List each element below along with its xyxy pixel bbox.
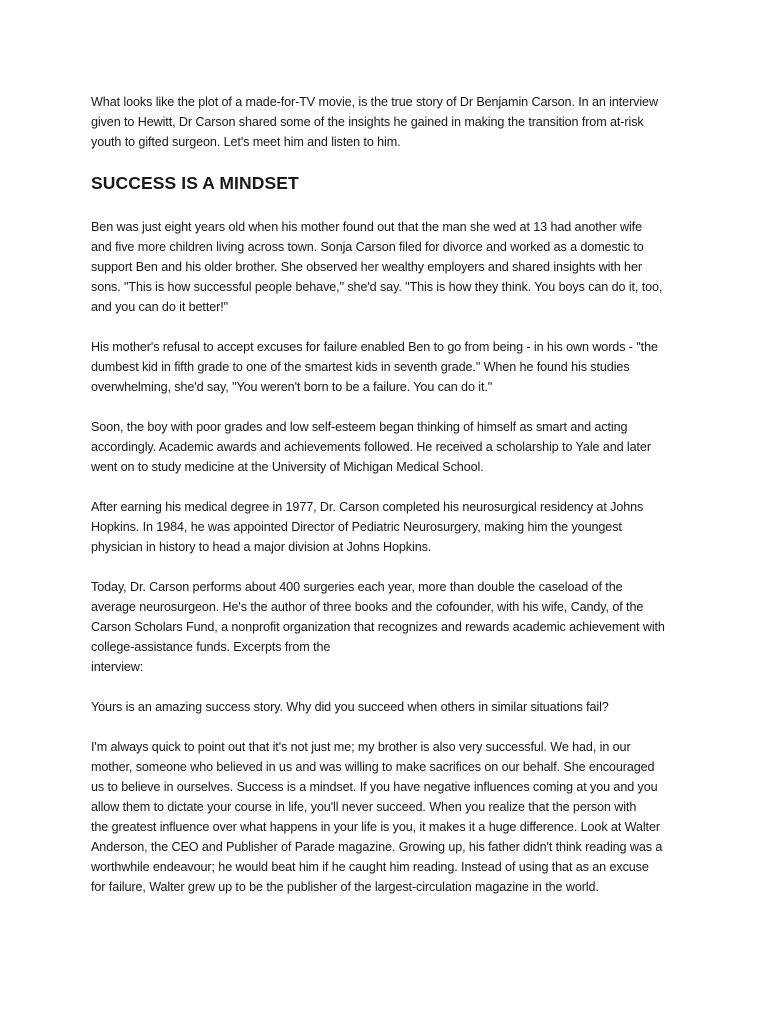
paragraph-line: the greatest influence over what happens in your life is you, it makes it a huge difference. Look at Walter xyxy=(91,820,660,834)
paragraph-no-excuses xyxy=(91,337,688,397)
paragraph-line: allow them to dictate your course in life, you'll never succeed. When you realize that the person with xyxy=(91,800,637,814)
paragraph-line: and five more children living across town. Sonja Carson filed for divorce and worked as a domestic to xyxy=(91,240,644,254)
paragraph-line: went on to study medicine at the University of Michigan Medical School. xyxy=(91,460,484,474)
paragraph-line: Ben was just eight years old when his mother found out that the man she wed at 13 had another wife xyxy=(91,220,642,234)
paragraph-mother-divorce xyxy=(91,217,688,317)
paragraph-line: physician in history to head a major division at Johns Hopkins. xyxy=(91,540,432,554)
paragraph-line: accordingly. Academic awards and achievements followed. He received a scholarship to Yale and later xyxy=(91,440,651,454)
paragraph-line: interview: xyxy=(91,660,144,674)
paragraph-line: His mother's refusal to accept excuses for failure enabled Ben to go from being - in his own words - "the xyxy=(91,340,658,354)
paragraph-line: overwhelming, she'd say, "You weren't born to be a failure. You can do it." xyxy=(91,380,493,394)
paragraph-line: sons. "This is how successful people behave," she'd say. "This is how they think. You boys can do it, too, xyxy=(91,280,663,294)
paragraph-line: After earning his medical degree in 1977, Dr. Carson completed his neurosurgical residency at Johns xyxy=(91,500,644,514)
paragraph-line: I'm always quick to point out that it's not just me; my brother is also very successful. We had, in our xyxy=(91,740,631,754)
paragraph-line: average neurosurgeon. He's the author of three books and the cofounder, with his wife, Candy, of the xyxy=(91,600,644,614)
paragraph-line: worthwhile endeavour; he would beat him if he caught him reading. Instead of using that as an excuse xyxy=(91,860,649,874)
paragraph-line: college-assistance funds. Excerpts from the xyxy=(91,640,331,654)
paragraph-line: dumbest kid in fifth grade to one of the smartest kids in seventh grade." When he found his studies xyxy=(91,360,630,374)
paragraph-line: and you can do it better!" xyxy=(91,300,228,314)
paragraph-line: support Ben and his older brother. She observed her wealthy employers and shared insights with her xyxy=(91,260,642,274)
paragraph-self-esteem xyxy=(91,417,688,477)
paragraph-line: mother, someone who believed in us and was willing to make sacrifices on our behalf. She encouraged xyxy=(91,760,655,774)
paragraph-line: us to believe in ourselves. Success is a mindset. If you have negative influences coming at you and you xyxy=(91,780,658,794)
paragraph-line: Yours is an amazing success story. Why did you succeed when others in similar situations fail? xyxy=(91,700,609,714)
intro-line: given to Hewitt, Dr Carson shared some of the insights he gained in making the transition from at-risk xyxy=(91,115,644,129)
intro-line: What looks like the plot of a made-for-TV movie, is the true story of Dr Benjamin Carson. In an interview xyxy=(91,95,658,109)
paragraph-line: for failure, Walter grew up to be the publisher of the largest-circulation magazine in the world. xyxy=(91,880,599,894)
section-heading: SUCCESS IS A MINDSET xyxy=(91,173,299,193)
interview-question xyxy=(91,697,688,717)
paragraph-line: Today, Dr. Carson performs about 400 surgeries each year, more than double the caseload of the xyxy=(91,580,623,594)
paragraph-line: Anderson, the CEO and Publisher of Parade magazine. Growing up, his father didn't think reading was a xyxy=(91,840,663,854)
interview-answer xyxy=(91,737,688,897)
paragraph-today xyxy=(91,577,688,677)
paragraph-line: Carson Scholars Fund, a nonprofit organization that recognizes and rewards academic achievement with xyxy=(91,620,665,634)
intro-line: youth to gifted surgeon. Let's meet him and listen to him. xyxy=(91,135,401,149)
paragraph-line: Hopkins. In 1984, he was appointed Director of Pediatric Neurosurgery, making him the youngest xyxy=(91,520,622,534)
paragraph-line: Soon, the boy with poor grades and low self-esteem began thinking of himself as smart and acting xyxy=(91,420,628,434)
paragraph-medical-career xyxy=(91,497,688,557)
intro-paragraph xyxy=(91,92,688,152)
